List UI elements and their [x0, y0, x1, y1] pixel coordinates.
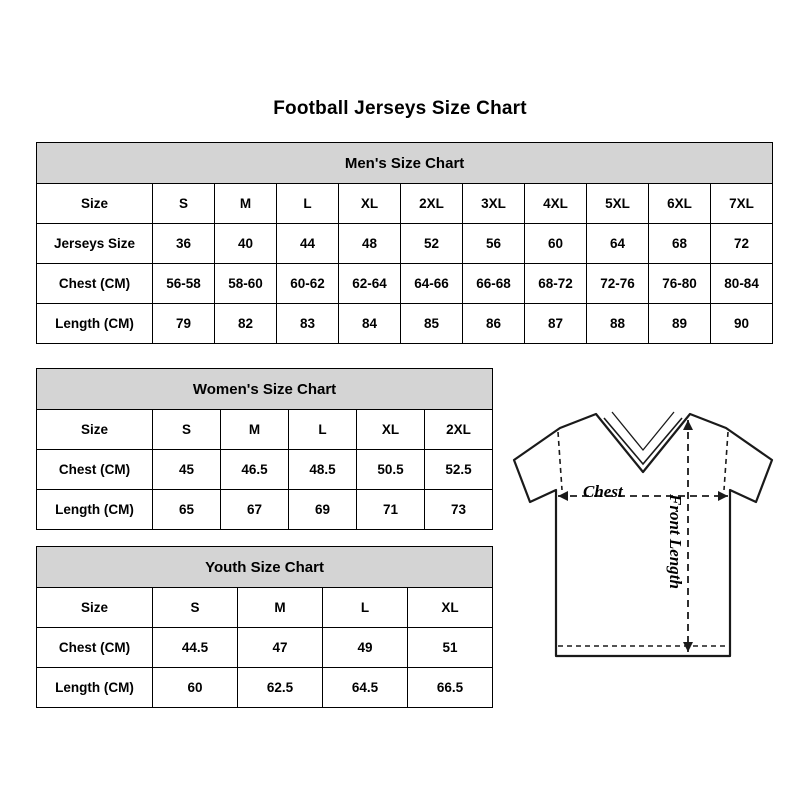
womens-table-caption: Women's Size Chart [37, 369, 493, 410]
table-cell: 87 [525, 304, 587, 344]
column-header: S [153, 184, 215, 224]
collar-line-inner [604, 418, 682, 464]
mens-table-caption: Men's Size Chart [37, 143, 773, 184]
table-cell: 58-60 [215, 264, 277, 304]
womens-size-table [36, 368, 493, 530]
column-header: 7XL [711, 184, 773, 224]
column-header: 5XL [587, 184, 649, 224]
youth-table-caption: Youth Size Chart [37, 547, 493, 588]
table-cell: 45 [153, 450, 221, 490]
table-cell: 69 [289, 490, 357, 530]
table-cell: 60 [525, 224, 587, 264]
column-header: 4XL [525, 184, 587, 224]
table-row [37, 450, 493, 490]
table-cell: 44 [277, 224, 339, 264]
table-cell: 66.5 [408, 668, 493, 708]
table-cell: 72-76 [587, 264, 649, 304]
table-cell: 46.5 [221, 450, 289, 490]
table-caption-row [37, 143, 773, 184]
chest-arrow-left [558, 491, 568, 501]
column-header: M [221, 410, 289, 450]
table-cell: 89 [649, 304, 711, 344]
table-caption-row [37, 547, 493, 588]
table-row [37, 304, 773, 344]
row-label: Length (CM) [37, 668, 153, 708]
table-cell: 56-58 [153, 264, 215, 304]
table-cell: 60 [153, 668, 238, 708]
table-cell: 67 [221, 490, 289, 530]
front-length-label: Front Length [666, 494, 685, 589]
table-cell: 62-64 [339, 264, 401, 304]
row-label: Length (CM) [37, 490, 153, 530]
column-header: L [277, 184, 339, 224]
column-header: 6XL [649, 184, 711, 224]
table-cell: 56 [463, 224, 525, 264]
row-label: Chest (CM) [37, 450, 153, 490]
table-cell: 76-80 [649, 264, 711, 304]
front-length-arrow-bottom [683, 642, 693, 652]
table-row [37, 264, 773, 304]
mens-size-table [36, 142, 773, 344]
table-cell: 72 [711, 224, 773, 264]
table-cell: 36 [153, 224, 215, 264]
column-header: S [153, 410, 221, 450]
row-label: Jerseys Size [37, 224, 153, 264]
column-header: XL [339, 184, 401, 224]
table-row [37, 490, 493, 530]
table-cell: 44.5 [153, 628, 238, 668]
t-shirt-measurement-diagram [500, 398, 786, 688]
table-cell: 52 [401, 224, 463, 264]
column-header: 3XL [463, 184, 525, 224]
table-cell: 52.5 [425, 450, 493, 490]
row-label: Chest (CM) [37, 628, 153, 668]
table-cell: 86 [463, 304, 525, 344]
table-cell: 79 [153, 304, 215, 344]
column-header: L [289, 410, 357, 450]
table-cell: 90 [711, 304, 773, 344]
table-cell: 85 [401, 304, 463, 344]
table-cell: 40 [215, 224, 277, 264]
t-shirt-icon [500, 398, 786, 688]
column-header-size: Size [37, 410, 153, 450]
chest-label: Chest [583, 482, 623, 501]
table-cell: 60-62 [277, 264, 339, 304]
table-caption-row [37, 369, 493, 410]
row-label: Chest (CM) [37, 264, 153, 304]
chest-arrow-right [718, 491, 728, 501]
table-cell: 64-66 [401, 264, 463, 304]
table-row [37, 224, 773, 264]
table-header-row [37, 588, 493, 628]
table-cell: 82 [215, 304, 277, 344]
table-cell: 80-84 [711, 264, 773, 304]
left-sleeve-seam [558, 432, 562, 490]
column-header: S [153, 588, 238, 628]
table-cell: 66-68 [463, 264, 525, 304]
table-cell: 73 [425, 490, 493, 530]
column-header-size: Size [37, 184, 153, 224]
table-cell: 83 [277, 304, 339, 344]
table-cell: 88 [587, 304, 649, 344]
table-cell: 84 [339, 304, 401, 344]
table-cell: 68-72 [525, 264, 587, 304]
table-header-row [37, 410, 493, 450]
table-cell: 71 [357, 490, 425, 530]
table-row [37, 628, 493, 668]
column-header: L [323, 588, 408, 628]
row-label: Length (CM) [37, 304, 153, 344]
column-header: XL [408, 588, 493, 628]
column-header: M [238, 588, 323, 628]
table-cell: 49 [323, 628, 408, 668]
youth-size-table [36, 546, 493, 708]
table-row [37, 668, 493, 708]
table-cell: 64 [587, 224, 649, 264]
table-cell: 48 [339, 224, 401, 264]
column-header-size: Size [37, 588, 153, 628]
table-cell: 68 [649, 224, 711, 264]
table-cell: 65 [153, 490, 221, 530]
page-title: Football Jerseys Size Chart [273, 98, 527, 119]
table-cell: 51 [408, 628, 493, 668]
table-cell: 47 [238, 628, 323, 668]
column-header: M [215, 184, 277, 224]
table-cell: 62.5 [238, 668, 323, 708]
column-header: 2XL [401, 184, 463, 224]
column-header: 2XL [425, 410, 493, 450]
column-header: XL [357, 410, 425, 450]
table-header-row [37, 184, 773, 224]
table-cell: 64.5 [323, 668, 408, 708]
table-cell: 48.5 [289, 450, 357, 490]
right-sleeve-seam [724, 432, 728, 490]
table-cell: 50.5 [357, 450, 425, 490]
